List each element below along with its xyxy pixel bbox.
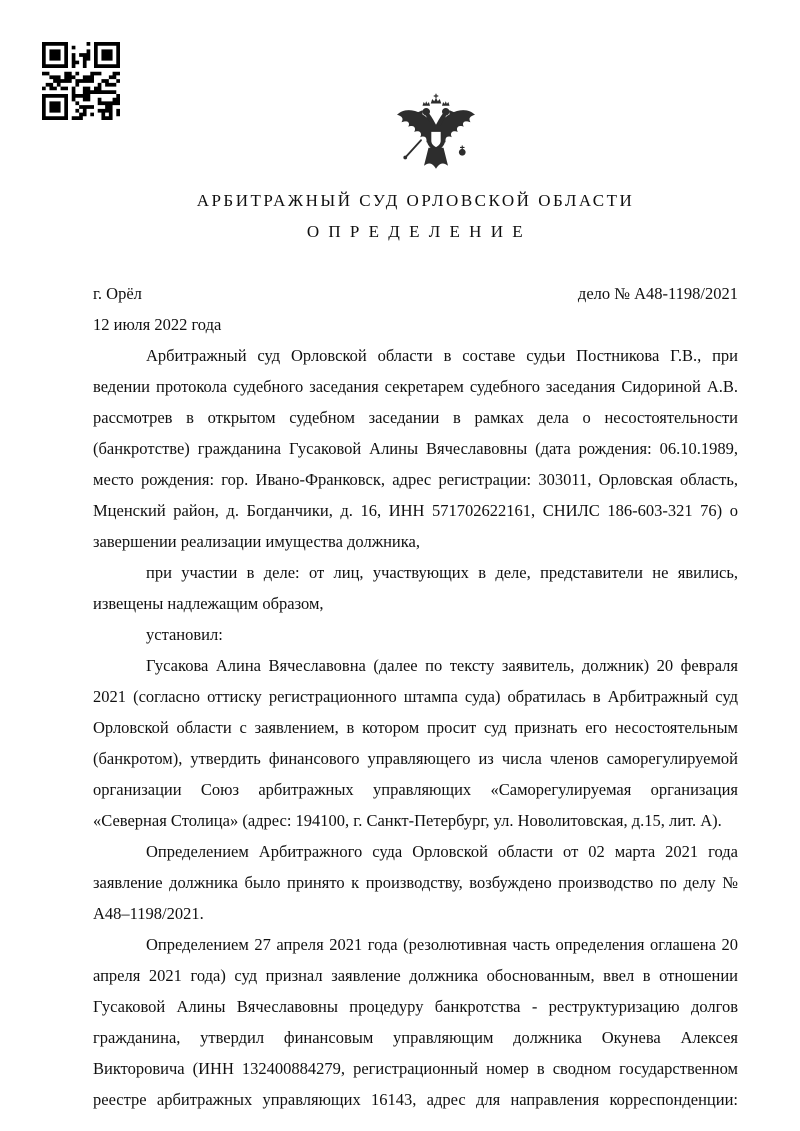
paragraph-application: Гусакова Алина Вячеславовна (далее по тексту заявитель, должник) 20 февраля 2021 (согласно оттиску регистрационного штампа суда) обратилась в Арбитражный суд Орловской области с заявлением, в котором просит суд признать его несостоятельным (банкротом), утвердить финансового управляющего из числа членов саморегулируемой организации Союз арбитражных управляющих «Саморегулируемая организация «Северная Столица» (адрес: 194100, г. Санкт-Петербург, ул. Новолитовская, д.15, лит. А). (93, 656, 738, 830)
paragraph-participants: при участии в деле: от лиц, участвующих в деле, представители не явились, извещены надлежащим образом, (93, 563, 738, 613)
paragraph-restructuring: Определением 27 апреля 2021 года (резолютивная часть определения оглашена 20 апреля 2021 года) суд признал заявление должника обоснованным, ввел в отношении Гусаковой Алины Вячеславовны процедуру банкротства - реструктуризацию долгов гражданина, утвердил финансовым управляющим должника Окунева Алексея Викторовича (ИНН 132400884279, регистрационный номер в сводном государственном реестре арбитражных управляющих 16143, адрес для направления корреспонденции: (93, 935, 738, 1109)
court-name-heading: АРБИТРАЖНЫЙ СУД ОРЛОВСКОЙ ОБЛАСТИ (196, 191, 635, 210)
ruling-body (93, 340, 738, 1115)
russia-coat-of-arms-icon (391, 88, 481, 182)
paragraph-case-acceptance: Определением Арбитражного суда Орловской области от 02 марта 2021 года заявление должника было принято к производству, возбуждено производство по делу № А48–1198/2021. (93, 842, 738, 923)
paragraph-resolution-word: установил: (146, 625, 223, 644)
case-meta-row (93, 278, 738, 309)
qr-code-icon (42, 42, 120, 120)
case-number-label: дело № А48-1198/2021 (577, 284, 738, 303)
date-label: 12 июля 2022 года (93, 315, 222, 334)
paragraph-court-composition: Арбитражный суд Орловской области в составе судьи Постникова Г.В., при ведении протокола судебного заседания секретарем судебного заседания Сидориной А.В. рассмотрев в открытом судебном заседании в рамках дела о несостоятельности (банкротстве) гражданина Гусаковой Алины Вячеславовны (дата рождения: 06.10.1989, место рождения: гор. Ивано-Франковск, адрес регистрации: 303011, Орловская область, Мценский район, д. Богданчики, д. 16, ИНН 571702622161, СНИЛС 186-603-321 76) о завершении реализации имущества должника, (93, 346, 738, 551)
document-content (93, 190, 738, 1115)
city-label: г. Орёл (93, 284, 142, 303)
document-type-heading: О П Р Е Д Е Л Е Н И Е (306, 222, 525, 241)
